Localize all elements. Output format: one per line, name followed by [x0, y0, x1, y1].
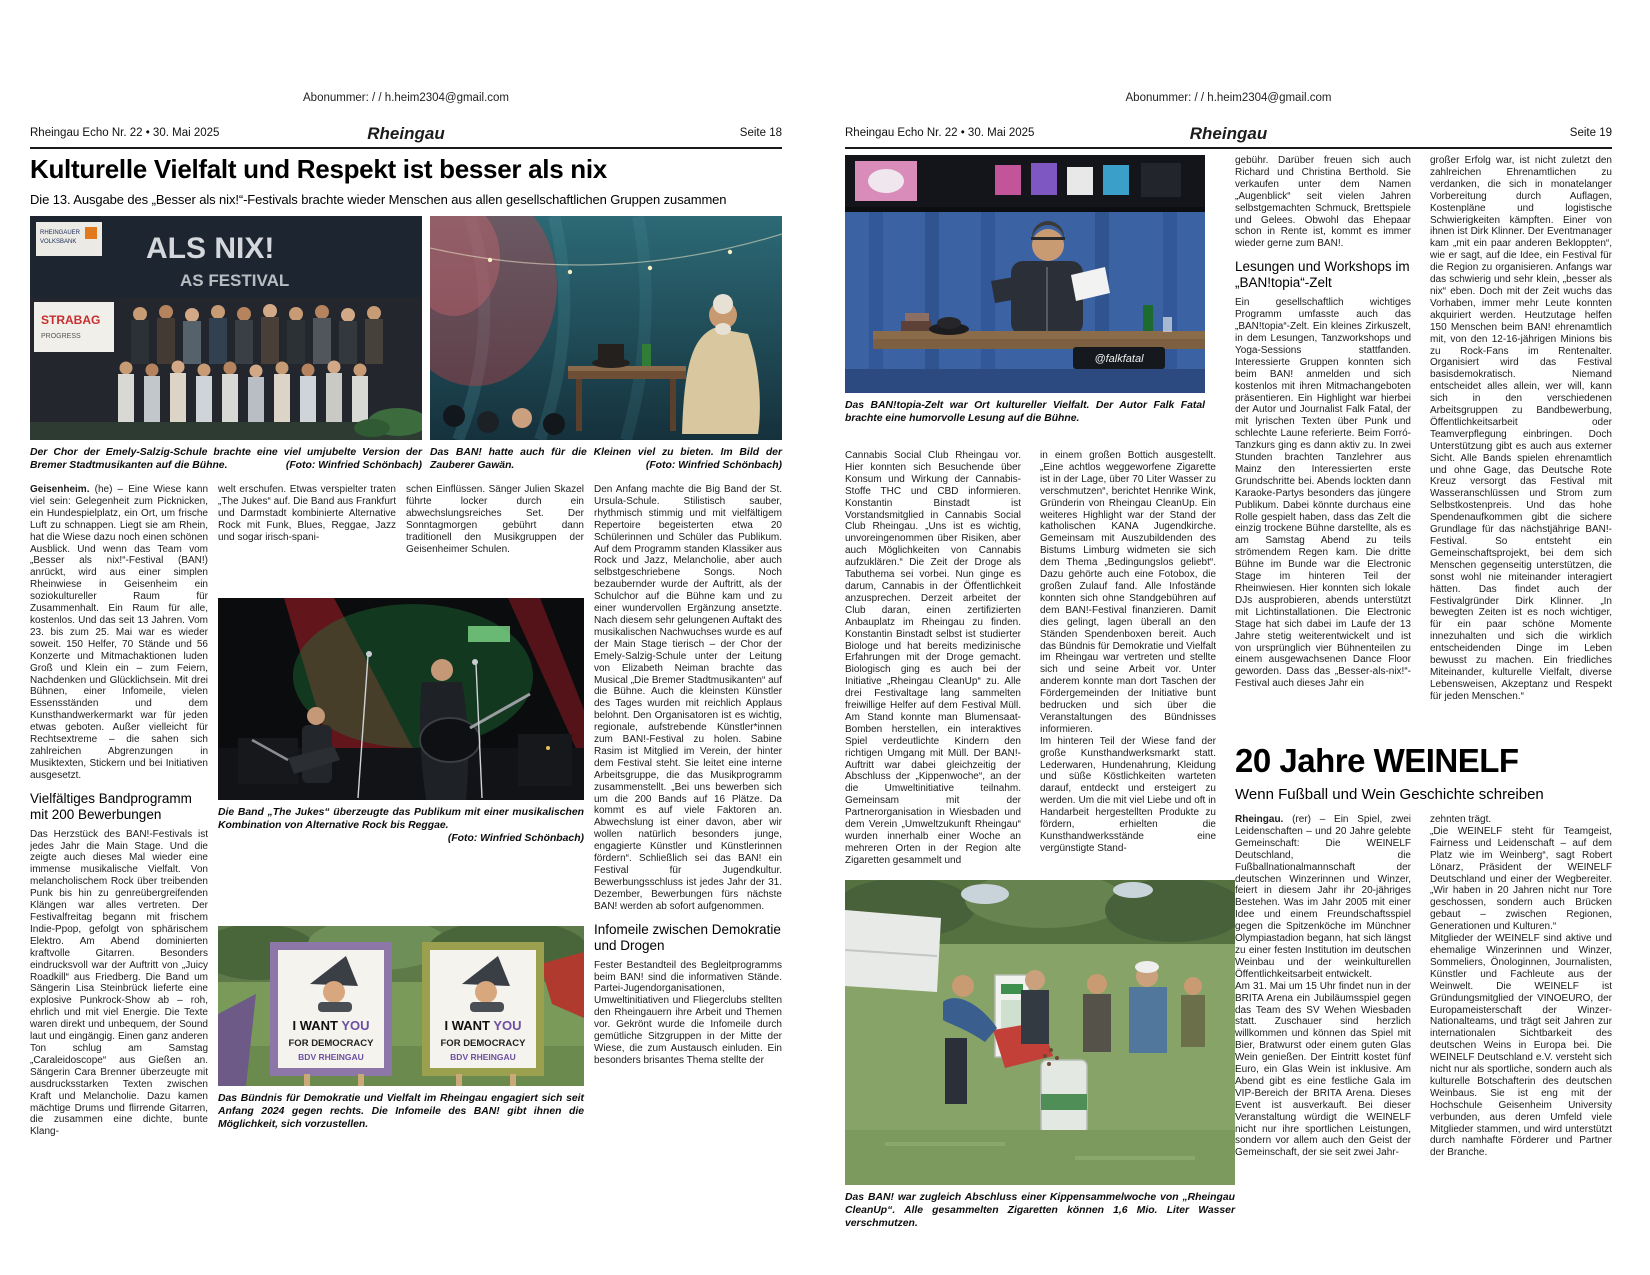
article-column-5 [845, 450, 1021, 874]
article-column-3 [406, 484, 584, 594]
caption-text: Das BAN!topia-Zelt war Ort kultureller Vielfalt. Der Autor Falk Fatal brachte eine humorvolle Lesung auf die Bühne. [845, 400, 1205, 425]
poster-text-1a: I WANT [292, 1018, 342, 1033]
cleanup-container [1041, 1060, 1087, 1134]
photo-choir [30, 216, 422, 440]
masthead-right-page [845, 124, 1612, 144]
weinelf-column-a [1235, 814, 1411, 1254]
paragraph: in einem großen Bottich ausgestellt. „Eine achtlos weggeworfene Zigarette ist in der Lage, über 70 Liter Wasser zu verschmutzen“, berichtet Henrike Wink, Gründerin von Rheingau CleanUp. Ein weiteres Highlight war der Stand der katholischen KANA Jugendkirche. Gemeinsam mit Auszubildenden des Bistums Limburg widmeten sie sich dem Thema „Bedingungslos geliebt“. Dazu gehörte auch eine Fotobox, die großen Zulauf fand. Alle Infostände konnten sich ohne Standgebühren auf dem BAN!-Festival finanzieren. Damit dies gelingt, lagen überall an den Ständen Spendenboxen bereit. Auch das Bündnis für Demokratie und Vielfalt im Rheingau war vertreten und stellte sich und seine Arbeit vor. Unter anderem konnte man dort Taschen der Fördergemeinden der Initiative bunt bedrucken und sich über die Veranstaltungen des Bündnisses informieren. [1040, 450, 1216, 735]
democracy-poster-left [270, 942, 392, 1076]
caption-magician [430, 446, 782, 472]
article-column-4 [594, 484, 782, 1152]
masthead-rule [30, 147, 782, 149]
paragraph: großer Erfolg war, ist nicht zuletzt den zahlreichen Ehrenamtlichen zu verdanken, die sich in monatelanger Vorbereitung durch Auflagen, Kostenpläne und logistische Schwierigkeiten kämpften. Einer von ihnen ist Dirk Klinner. Der Eventmanager kam „mit ein paar anderen Bekloppten“, wie er sagt, auf die Idee, ein Festival für die Region zu organisieren. Anfangs war das schwierig und sehr klein, „besser als nix“ eben. Doch mit der Zeit wuchs das Vorhaben, immer mehr Leute konnten akquiriert werden. Heutzutage helfen 150 Menschen beim BAN! ehrenamtlich mit, von den 12-16-jährigen Minions bis zu Rock-Fans im Rentenalter. Organisiert wird das Festival basisdemokratisch. Niemand entscheidet alles allein, wer will, kann sich in den verschiedenen Arbeitsgruppen zu Bandbewerbung, Öffentlichkeitsarbeit oder Teamverpflegung einbringen. Doch Unterstützung gibt es auch aus externer Sicht. Alle Bands spielen ehrenamtlich und ohne Gage, das Deutsche Rote Kreuz versorgt das Festival mit Wasseranschlüssen und Strom zum Selbstkostenpreis. Und das hohe Spendenaufkommen gibt die sichere Grundlage für das nächstjährige BAN!-Festival. So entsteht ein Gemeinschaftsprojekt, bei dem sich Menschen gegenseitig unterstützen, die sonst wohl nie miteinander interagiert hätten. Das findet auch der Festivalgründer Dirk Klinner. „In bewegten Zeiten ist es noch wichtiger, für ein paar schöne Momente innezuhalten und sich die wirklich entscheidenden Dinge im Leben bewusst zu machen. Ein friedliches Miteinander, kulturelle Vielfalt, diverse Lebensweisen, Akzeptanz und Respekt für jeden Menschen.“ [1430, 155, 1612, 702]
article-subheadline: Die 13. Ausgabe des „Besser als nix!“-Festivals brachte wieder Menschen aus allen gesellschaftlichen Gruppen zusammen [30, 192, 727, 207]
masthead-page-number: Seite 19 [1569, 127, 1612, 139]
paragraph: gebühr. Darüber freuen sich auch Richard und Christina Berthold. Sie verkaufen unter dem Namen „Augenblick“ seit vielen Jahren selbstgemachten Schmuck, Brettspiele und Gelees. Obwohl das Ehepaar schon in Rente ist, kommt es immer wieder gerne zum BAN!. [1235, 155, 1411, 250]
caption-falk-fatal [845, 399, 1205, 425]
svg-text:I WANT YOU [292, 1018, 369, 1033]
paragraph: „Die WEINELF steht für Teamgeist, Fairness und Leidenschaft – auf dem Platz wie im Weinberg“, sagt Robert Lönarz, Präsident der WEINELF Deutschland und einer der Wegbereiter. „Wir haben in 20 Jahren nicht nur Tore geschossen, sondern auch Brücken gebaut – zwischen Regionen, Generationen und Kulturen.“ [1430, 825, 1612, 933]
volksbank-logo-text1: RHEINGAUER [40, 230, 81, 236]
volksbank-logo-text2: VOLKSBANK [40, 239, 77, 245]
caption-choir [30, 446, 422, 472]
article-column-7 [1235, 155, 1411, 743]
photo-magician [430, 216, 782, 440]
paragraph: Das Herzstück des BAN!-Festivals ist jedes Jahr die Main Stage. Und die zeigte auch dieses Mal wieder eine immense musikalische Vielfalt. Von melancholischem Rock über treibenden Punk bis hin zu genreübergreifenden Klängen war alles vertreten. Der Festivalfreitag begann mit frischem Indie-Ppop, gefolgt von sphärischem Elektro. Am Abend dominierten kraftvolle Gitarren. Besonders eindrucksvoll war der Auftritt von „Juicy Roadkill“ aus Friedberg. Die Band um Sängerin Lisa Steinbrück lieferte eine explosive Punkrock-Show ab – roh, ehrlich und mit viel Energie. Die Texte waren direkt und unbequem, der Sound laut und eingängig. Einen ganz anderen Ton schlug am Samstag „Caraleidoscope“ aus Gießen an. Sängerin Cara Brenner überzeugte mit ausdrucksstarken Texten zwischen Kraft und Melancholie. Dazu kamen mächtige Drums und flirrende Gitarren, die zusammen eine dichte, bunte Klang- [30, 828, 208, 1138]
svg-text:I WANT YOU [444, 1018, 521, 1033]
caption-text: Das BAN! war zugleich Abschluss einer Kippensammelwoche von „Rheingau CleanUp“. Alle gesammelten Zigaretten können 1,6 Mio. Liter Wasser verschmutzen. [845, 1192, 1235, 1230]
section-heading-infomeile: Infomeile zwischen Demokratie und Drogen [594, 921, 781, 953]
photo-cleanup [845, 880, 1235, 1185]
dateline: Geisenheim. [30, 484, 90, 495]
paragraph: Den Anfang machte die Big Band der St. Ursula-Schule. Stilistisch sauber, rhythmisch stimmig und mit vielfältigem Repertoire begeisterten etwa 20 Schülerinnen und Schüler das Publikum. Auf dem Programm standen Klassiker aus Rock und Jazz, Melancholie, aber auch selbstgeschriebene Songs. Noch bezaubernder wurde der Auftritt, als der Schulchor auf die Bühne kam und zu einer wundervollen Ergänzung ansetzte. Nach diesem sehr gelungenen Auftakt des musikalischen Nachwuchses wurde es auf der Main Stage tierisch – der Chor der Emely-Salzig-Schule unter der Leitung von Elizabeth Neiman brachte das Musical „Die Bremer Stadtmusikanten“ auf die Bühne. Auch die kleinsten Künstler des Tages wurden mit reichlich Applaus belohnt. Den Organisatoren ist es wichtig, regionale, aufstrebende Künstler*innen zum BAN!-Festival zu holen. Sabine Rasim ist Mitglied im Verein, der hinter dem Festival steht. Sie leitet eine interne Arbeitsgruppe, die das Musikprogramm zusammenstellt. „Bei uns bewerben sich um die 200 Bands auf 16 Plätze. Da kommt es auf viele Faktoren an. Abwechslung ist einer davon, aber wir wollen natürlich besonders junge, engagierte Künstler und Künstlerinnen fördern“. Schließlich sei das BAN! ein Festival für Jugendkultur. Bewerbungsschluss ist jedes Jahr der 31. Dezember, Bewerbungen fürs nächste BAN! werden ab sofort aufgenommen. [594, 484, 782, 912]
masthead-rule [845, 147, 1612, 149]
masthead-section: Rheingau [367, 124, 445, 143]
paragraph: (rer) – Ein Spiel, zwei Leidenschaften – und 20 Jahre gelebte Gemeinschaft: Die WEINELF Deutschland, die Fußballnationalmannschaft der deutschen Winzerinnen und Winzer, feiert in diesem Jahr ihr 20-jähriges Bestehen. Was im Jahr 2005 mit einer Idee und einem Freundschaftsspiel gegen die Spitzenköche im Münchner Olympiastadion begann, hat sich längst zu einer festen Institution im deutschen Weinbau und der weinkulturellen Öffentlichkeitsarbeit entwickelt. [1235, 814, 1411, 980]
stage-banner-text: ALS NIX! [146, 232, 275, 265]
photo-jukes [218, 598, 584, 800]
photo-posters-image [218, 926, 584, 1086]
paragraph: Fester Bestandteil des Begleitprogramms beim BAN! sind die informativen Stände. Partei-Jugendorganisationen, Umweltinitiativen und Fliegerclubs stellten den Rheingauern ihre Arbeit und Themen vor. Gekrönt wurde die Infomeile durch gemütliche Sitzgruppen in der Mitte der Wiese, die zum Austausch einluden. Ein besonders brisantes Thema stellte der [594, 959, 782, 1066]
article-column-8 [1430, 155, 1612, 735]
masthead-issue: Rheingau Echo Nr. 22 • 30. Mai 2025 [30, 127, 220, 139]
paragraph: Mitglieder der WEINELF sind aktive und ehemalige Winzerinnen und Winzer, Sommeliers, Önologinnen, Journalisten, Künstler und Fachleute aus der Weinwelt. Die WEINELF ist Gründungsmitglied der VINOEURO, der Europameisterschaft der Winzer-Nationalteams, und trägt seit Jahren zur internationalen Sichtbarkeit des deutschen Weins in Europa bei. Die WEINELF Deutschland e.V. versteht sich nicht nur als sportliche, sondern auch als kulturelle Botschafterin des deutschen Weinbaus. Sie ist eng mit der Hochschule Geisenheim University verbunden, aus deren Umfeld viele Mitglieder stammen, und wird unterstützt durch namhafte Förderer und Partner der Branche. [1430, 933, 1612, 1159]
article-column-6 [1040, 450, 1216, 874]
caption-text: Der Chor der Emely-Salzig-Schule brachte eine viel umjubelte Version der Bremer Stadtmusikanten auf die Bühne. [30, 447, 422, 472]
section-heading-lesungen: Lesungen und Workshops im „BAN!topia“-Zelt [1235, 259, 1410, 291]
caption-text: Das Bündnis für Demokratie und Vielfalt im Rheingau engagiert sich seit Anfang 2024 gegen rechts. Die Infomeile des BAN! gibt ihnen die Möglichkeit, sich vorzustellen. [218, 1093, 584, 1131]
democracy-poster-right [422, 942, 544, 1076]
paragraph: welt erschufen. Etwas verspielter traten „The Jukes“ auf. Die Band aus Frankfurt und Darmstadt kombinierte Alternative Rock mit Funk, Blues, Reggae, Jazz und sogar irisch-spani- [218, 484, 396, 543]
photo-magician-image [430, 216, 782, 440]
weinelf-headline: 20 Jahre WEINELF [1235, 742, 1519, 779]
article-column-1 [30, 484, 208, 1152]
caption-cleanup [845, 1191, 1235, 1231]
section-heading-bandprogramm: Vielfältiges Bandprogramm mit 200 Bewerbungen [30, 790, 192, 822]
photo-credit: (Foto: Winfried Schönbach) [645, 460, 782, 472]
poster-text-2: FOR DEMOCRACY [440, 1038, 526, 1049]
photo-credit: (Foto: Winfried Schönbach) [447, 833, 584, 845]
masthead-left-page [30, 124, 782, 144]
caption-text: Die Band „The Jukes“ überzeugte das Publikum mit einer musikalischen Kombination von Alternative Rock bis Reggae. [218, 807, 584, 832]
photo-credit: (Foto: Winfried Schönbach) [285, 460, 422, 472]
poster-text-2: FOR DEMOCRACY [288, 1038, 374, 1049]
photo-falk-fatal [845, 155, 1205, 393]
abo-line-right: Abonummer: / / h.heim2304@gmail.com [1125, 92, 1332, 104]
photo-cleanup-image [845, 880, 1235, 1185]
article-column-2 [218, 484, 396, 594]
poster-text-1b: YOU [493, 1018, 522, 1033]
photo-choir-image [30, 216, 422, 440]
paragraph: schen Einflüssen. Sänger Julien Skazel führte locker durch ein abwechslungsreiches Set. Der Sonntagmorgen gebührt dann traditionell den Musikgruppen der Geisenheimer Schulen. [406, 484, 584, 555]
paragraph: zehnten trägt. [1430, 814, 1492, 825]
paragraph: Ein gesellschaftlich wichtiges Programm umfasste auch das „BAN!topia“-Zelt. Ein kleines Zirkuszelt, in dem Lesungen, Tanzworkshops und Yoga-Sessions stattfanden. Interessierte Gruppen konnten sich beim BAN! anmelden und sich kostenlos mit ihren Mitmachangeboten präsentieren. Ein Highlight war hierbei der Autor und Journalist Falk Fatal, der mit lyrischen Texten über Punk und schlechte Laune referierte. Beim Forró-Tanzkurs ging es dann aktiv zu. In zwei Stunden brachten Tanzlehrer aus Mainz den Interessierten erste Grundschritte bei. Abends lockten dann Karaoke-Partys besonders das jüngere Publikum. Dabei könnte durchaus eine Rolle gespielt haben, dass das Zelt die einzig trockene Bühne darstellte, als es am Samstag Abend zu teils strömendem Regen kam. Die dritte Bühne im Bunde war die Electronic Stage im hinteren Teil der Rheinwiesen. Hier konnten sich lokale DJs ausprobieren, abends unterstützt mit Lichtinstallationen. Die Electronic Stage hat sich dabei im Laufe der 13 Jahre stetig weiterentwickelt und ist von ursprünglich vier Bühnenteilen zu einem ausgewachsenen Dance Floor geworden. Dass das „Besser-als-nix!“-Festival auch dieses Jahr ein [1235, 297, 1411, 690]
poster-text-3: BDV RHEINGAU [298, 1052, 364, 1062]
caption-posters [218, 1092, 584, 1132]
masthead-issue: Rheingau Echo Nr. 22 • 30. Mai 2025 [845, 127, 1035, 139]
paragraph: Am 31. Mai um 15 Uhr findet nun in der BRITA Arena ein Jubiläumsspiel gegen das Team des SV Wehen Wiesbaden statt. Zuschauer sind herzlich willkommen und können das Spiel mit Bier, Bratwurst oder einem guten Glas Wein genießen. Der Eintritt kostet fünf Euro, ein Glas Wein ist inklusive. Am Abend gibt es eine festliche Gala im VIP-Bereich der BRITA Arena. Dieses Event ist ausverkauft. Bei dieser Veranstaltung würdigt die WEINELF nicht nur ihre sportlichen Leistungen, sondern vor allem auch den Geist der Gemeinschaft, der sie seit zwei Jahr- [1235, 980, 1411, 1159]
dateline: Rheingau. [1235, 814, 1284, 825]
weinelf-subheadline: Wenn Fußball und Wein Geschichte schreiben [1235, 786, 1544, 803]
weinelf-column-b [1430, 814, 1612, 1254]
photo-jukes-image [218, 598, 584, 800]
poster-text-1b: YOU [341, 1018, 370, 1033]
strabag-logo-text: STRABAG [41, 313, 101, 327]
photo-posters [218, 926, 584, 1086]
caption-text: Das BAN! hatte auch für die Kleinen viel zu bieten. Im Bild der Zauberer Gawän. [430, 447, 782, 472]
article-headline: Kulturelle Vielfalt und Respekt ist besser als nix [30, 154, 607, 184]
stage-banner-text2: AS FESTIVAL [180, 271, 290, 290]
caption-jukes [218, 806, 584, 846]
abo-line-left: Abonummer: / / h.heim2304@gmail.com [303, 92, 509, 104]
paragraph: Im hinteren Teil der Wiese fand der große Kunsthandwerksmarkt statt. Lederwaren, Hundenahrung, Kleidung und süße Köstlichkeiten warteten darauf, entdeckt und ersteigert zu werden. Um die mit viel Liebe und oft in Handarbeit hergestellten Produkte zu fördern, erhielten die Kunsthandwerksstände eine vergünstigte Stand- [1040, 735, 1216, 854]
progress-logo-text: PROGRESS [41, 333, 81, 340]
poster-text-3: BDV RHEINGAU [450, 1052, 516, 1062]
paragraph: (he) – Eine Wiese kann viel sein: Gelegenheit zum Picknicken, ein Hundespielplatz, ein Ort, um frische Luft zu schnappen. Liegt sie am Rhein, hat die Wiese dazu noch einen schönen Ausblick. Und wenn das Team vom „Besser als nix!“-Festival (BAN!) anrückt, wird aus einer simplen Rheinwiese in Geisenheim ein soziokultureller Raum für Zusammenhalt. Ein Raum für alle, kostenlos. Und das seit 13 Jahren. Vom 23. bis zum 25. Mai war es wieder soweit. 150 Helfer, 70 Stände und 56 Konzerte und Mitmachaktionen luden Groß und Klein ein – zum Feiern, Nachdenken und Glücklichsein. Mit drei Bühnen, einer Infomeile, vielen Essensständen und dem Kunsthandwerkermarkt war für jeden etwas geboten. Außer vielleicht für Rechtsextreme – die sahen sich zahlreichen Abgrenzungen in Musiktexten, Stickern und bei Initiativen ausgesetzt. [30, 484, 208, 781]
falkfatal-handle-text: @falkfatal [1094, 353, 1144, 365]
masthead-section: Rheingau [1189, 124, 1268, 143]
poster-text-1a: I WANT [444, 1018, 494, 1033]
masthead-page-number: Seite 18 [739, 127, 782, 139]
photo-falk-fatal-image [845, 155, 1205, 393]
paragraph: Cannabis Social Club Rheingau vor. Hier konnten sich Besuchende über Konsum und Wirkung der Cannabis-Stoffe THC und CBD informieren. Konstantin Binstadt ist Vorstandsmitglied in Cannabis Social Club Rheingau. „Uns ist es wichtig, unvoreingenommen über Risiken, aber auch Möglichkeiten von Cannabis aufzuklären.“ Die Zeit der Droge als Tabuthema sei vorbei. Nun ginge es darum, Cannabis in der Öffentlichkeit anzusprechen. Derzeit arbeitet der Club daran, einen zertifizierten Anbauplatz im Rheingau zu finden. Konstantin Binstadt selbst ist studierter Biologe und hat bereits medizinische Erfahrungen mit der Droge gemacht. Biologisch ging es auch bei der Initiative „Rheingau CleanUp“ zu. Alle drei Festivaltage lang sammelten freiwillige Helfer auf dem Festival Müll. Am Stand konnte man Blumensaat-Bomben herstellen, ein interaktives Spiel verdeutlichte Kindern den richtigen Umgang mit Müll. Der BAN!-Auftritt war dabei gleichzeitig der Abschluss der „Kippenwoche“, an der die Umweltinitiative teilnahm. Gemeinsam mit der Partnerorganisation in Wiesbaden und dem Verein „Umweltzukunft Rheingau“ wurden innerhalb einer Woche an mehreren Orten in der Region alte Zigaretten gesammelt und [845, 450, 1021, 866]
